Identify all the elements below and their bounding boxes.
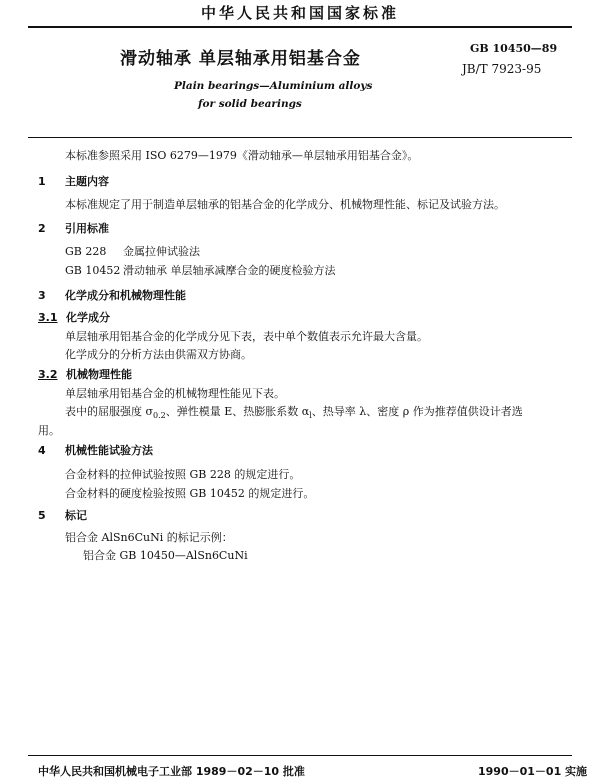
section-number: 1: [38, 175, 46, 188]
standard-number: GB 10450—89: [470, 42, 558, 55]
reference-code: GB 228: [65, 245, 107, 258]
section-1-text: 本标准规定了用于制造单层轴承的铝基合金的化学成分、机械物理性能、标记及试验方法。: [65, 198, 505, 211]
subsection-number: 3.1: [38, 311, 58, 324]
subsection-3-2-heading: [38, 366, 132, 382]
section-title: 机械性能试验方法: [65, 444, 153, 457]
subsection-3-2-line3: 用。: [38, 424, 60, 437]
marking-example-label: 铝合金 AlSn6CuNi 的标记示例：: [65, 531, 233, 544]
section-title: 化学成分和机械物理性能: [65, 289, 186, 302]
english-title-line1: Plain bearings—Aluminium alloys: [174, 80, 373, 92]
section-number: 4: [38, 444, 46, 457]
section-3-heading: [38, 287, 186, 303]
subsection-number: 3.2: [38, 368, 58, 381]
approval-line: 中华人民共和国机械电子工业部 1989－02－10 批准: [38, 765, 305, 778]
reference-name: 金属拉伸试验法: [123, 245, 200, 258]
section-title: 主题内容: [65, 175, 109, 188]
alt-standard-number: JB/T 7923-95: [462, 62, 542, 76]
section-4-line2: 合金材料的硬度检验按照 GB 10452 的规定进行。: [65, 487, 315, 500]
footer-rule: [28, 755, 572, 756]
section-title: 引用标准: [65, 222, 109, 235]
subsection-3-1-line1: 单层轴承用铝基合金的化学成分见下表，表中单个数值表示允许最大含量。: [65, 330, 428, 343]
title-separator: [28, 137, 572, 138]
section-number: 5: [38, 509, 46, 522]
intro-paragraph: 本标准参照采用 ISO 6279—1979《滑动轴承—单层轴承用铝基合金》。: [65, 149, 419, 162]
reference-item: [65, 243, 200, 259]
section-title: 标记: [65, 509, 87, 522]
issuing-authority-title: 中华人民共和国国家标准: [200, 4, 399, 22]
english-title-line2: for solid bearings: [198, 98, 302, 110]
subsection-3-2-line1: 单层轴承用铝基合金的机械物理性能见下表。: [65, 387, 285, 400]
subsection-3-1-line2: 化学成分的分析方法由供需双方协商。: [65, 348, 252, 361]
reference-name: 滑动轴承 单层轴承减摩合金的硬度检验方法: [123, 264, 336, 277]
section-1-heading: [38, 173, 109, 189]
section-number: 3: [38, 289, 46, 302]
section-4-line1: 合金材料的拉伸试验按照 GB 228 的规定进行。: [65, 468, 301, 481]
reference-item: [65, 262, 336, 278]
marking-example: 铝合金 GB 10450—AlSn6CuNi: [83, 549, 248, 562]
subsection-title: 化学成分: [66, 311, 110, 324]
effective-date: 1990－01－01 实施: [478, 765, 588, 778]
subsection-title: 机械物理性能: [66, 368, 132, 381]
standard-title: 滑动轴承 单层轴承用铝基合金: [120, 49, 361, 69]
section-2-heading: [38, 220, 109, 236]
reference-code: GB 10452: [65, 264, 121, 277]
header-rule: [28, 26, 572, 28]
subsection-3-1-heading: [38, 309, 110, 325]
section-number: 2: [38, 222, 46, 235]
subsection-3-2-line2: 表中的屈服强度 $\sigma_{0.2}$、弹性模量 E、热膨胀系数 $\alpha_l$、热导率 λ、密度 ρ 作为推荐值供设计者选: [65, 405, 523, 421]
section-4-heading: [38, 442, 153, 458]
section-5-heading: [38, 507, 87, 523]
